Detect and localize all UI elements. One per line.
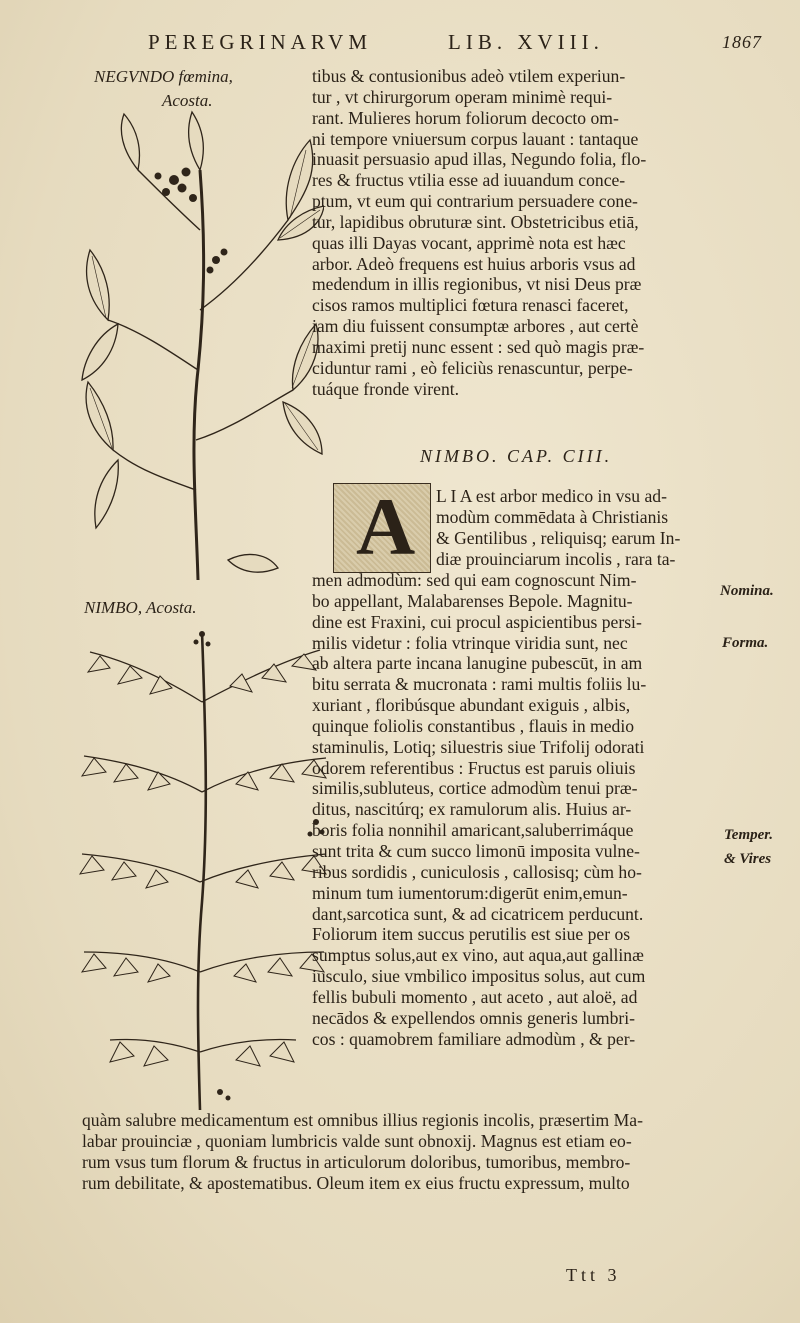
text-line: inuasit persuasio apud illas, Negundo folia, flo- xyxy=(312,149,647,170)
text-line: rum vsus tum florum & fructus in articulorum doloribus, tumoribus, membro- xyxy=(82,1151,631,1172)
plant1-caption-author: Acosta. xyxy=(162,91,213,110)
text-line: odorem referentibus : Fructus est paruis oliuis xyxy=(312,757,636,778)
text-line: & Gentilibus , reliquisq; earum In- xyxy=(436,527,681,548)
text-line: dine est Fraxini, cui procul aspicientibus persi- xyxy=(312,611,642,632)
margin-note-nomina: Nomina. xyxy=(720,583,774,599)
text-line: ditus, nascitúrq; ex ramulorum alis. Huius ar- xyxy=(312,799,632,820)
text-line: ni tempore vniuersum corpus lauant : tantaque xyxy=(312,128,639,149)
running-head xyxy=(148,30,770,60)
text-line: quinque foliolis constantibus , flauis in medio xyxy=(312,715,635,736)
text-line: arbor. Adeò frequens est huius arboris vsus ad xyxy=(312,253,636,274)
text-line: tibus & contusionibus adeò vtilem experiun- xyxy=(312,66,626,86)
running-head-title: PEREGRINARVM xyxy=(148,30,373,54)
text-line: necādos & expellendos omnis generis lumbri- xyxy=(312,1007,635,1028)
negundo-woodcut-illustration xyxy=(78,110,324,588)
text-line: rant. Mulieres horum foliorum decocto om- xyxy=(312,107,619,128)
text-line: modùm commēdata à Christianis xyxy=(436,506,669,527)
text-line: tur, lapidibus obruturæ sint. Obstetricibus etiā, xyxy=(312,211,639,232)
text-line: res & fructus vtilia esse ad iuuandum conce- xyxy=(312,170,626,191)
text-line: milis videtur : folia vtrinque viridia sunt, nec xyxy=(312,632,628,653)
margin-note-forma: Forma. xyxy=(722,635,769,651)
nimbo-description xyxy=(312,570,712,1049)
text-line: dant,sarcotica sunt, & ad cicatricem perducunt. xyxy=(312,903,644,924)
running-head-book: LIB. XVIII. xyxy=(448,30,604,54)
text-line: iusculo, siue vmbilico impositus solus, aut cum xyxy=(312,966,646,987)
text-line: tur , vt chirurgorum operam minimè requi- xyxy=(312,86,613,107)
initial-letter: A xyxy=(356,481,416,572)
text-line: similis,subluteus, cortice admodùm tenui præ- xyxy=(312,778,638,799)
text-line: fellis bubuli momento , aut aceto , aut aloë, ad xyxy=(312,986,638,1007)
text-line: tuáque fronde virent. xyxy=(312,378,460,399)
chapter-heading: NIMBO. CAP. CIII. xyxy=(420,446,613,466)
text-line: L I A est arbor medico in vsu ad- xyxy=(436,486,667,506)
text-line: sumptus solus,aut ex vino, aut aqua,aut gallinæ xyxy=(312,945,644,966)
text-line: ab altera parte incana lanugine pubescūt, in am xyxy=(312,653,643,674)
text-line: rum debilitate, & apostematibus. Oleum item ex eius fructu expressum, multo xyxy=(82,1172,630,1193)
text-line: men admodùm: sed qui eam cognoscunt Nim- xyxy=(312,570,637,590)
nimbo-woodcut-illustration xyxy=(70,622,334,1112)
text-line: maximi pretij nunc essent : sed quò magis præ- xyxy=(312,336,645,357)
page-number: 1867 xyxy=(722,32,762,52)
text-line: cisos ramos multiplici fœtura renasci faceret, xyxy=(312,295,629,316)
text-line: quàm salubre medicamentum est omnibus illius regionis incolis, præsertim Ma- xyxy=(82,1110,643,1130)
text-line: minum tum iumentorum:digerūt enim,emun- xyxy=(312,882,628,903)
text-line: xuriant , floribúsque abundant exiguis , albis, xyxy=(312,695,631,716)
plant1-caption: NEGVNDO fœmina, xyxy=(94,67,233,86)
text-line: cos : quamobrem familiare admodùm , & per- xyxy=(312,1028,636,1049)
ornamental-initial xyxy=(333,483,431,573)
text-line: diæ prouinciarum incolis , rara ta- xyxy=(436,548,676,569)
text-line: ciduntur rami , eò feliciùs renascuntur, perpe- xyxy=(312,357,633,378)
text-line: staminulis, Lotiq; siluestris siue Trifolij odorati xyxy=(312,736,645,757)
text-line: bitu serrata & mucronata : rami multis foliis lu- xyxy=(312,674,647,695)
plant2-caption: NIMBO, Acosta. xyxy=(84,598,197,617)
text-line: ribus sordidis , cuniculosis , callosisq; cùm ho- xyxy=(312,861,642,882)
text-line: sunt trita & cum succo limonū imposita vulne- xyxy=(312,840,640,861)
margin-note-vires: & Vires xyxy=(724,851,772,867)
text-line: bo appellant, Malabarenses Bepole. Magnitu- xyxy=(312,590,633,611)
full-width-text xyxy=(82,1110,712,1193)
text-line: labar prouinciæ , quoniam lumbricis valde sunt obnoxij. Magnus est etiam eo- xyxy=(82,1130,632,1151)
margin-note-temper: Temper. xyxy=(724,827,774,843)
chapter-opening-lines xyxy=(436,486,712,569)
text-line: quas illi Dayas vocant, apprimè nota est hæc xyxy=(312,232,626,253)
text-line: medendum in illis regionibus, vt nisi Deus præ xyxy=(312,274,642,295)
text-line: Foliorum item succus perutilis est siue per os xyxy=(312,924,631,945)
text-line: boris folia nonnihil amaricant,saluberrimáque xyxy=(312,820,634,841)
text-line: ptum, vt eum qui contrarium persuadere cone- xyxy=(312,191,638,212)
upper-column-text xyxy=(312,66,706,400)
text-line: iam diu fuissent consumptæ arbores , aut certè xyxy=(312,316,639,337)
signature-mark: Ttt 3 xyxy=(566,1265,621,1285)
